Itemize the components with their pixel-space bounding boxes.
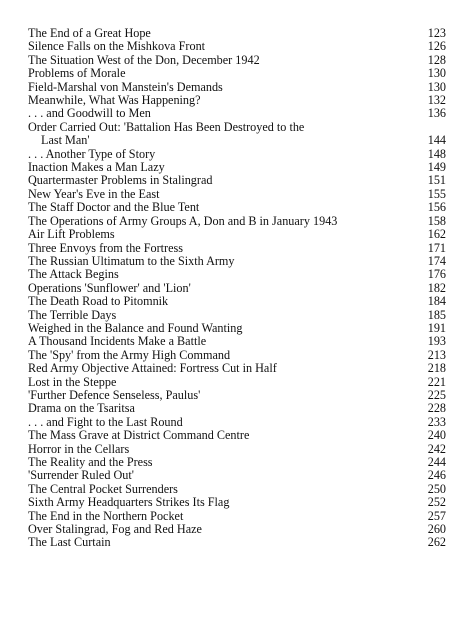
toc-entry-title: Problems of Morale bbox=[28, 66, 126, 81]
toc-entry-title: Over Stalingrad, Fog and Red Haze bbox=[28, 522, 202, 537]
toc-entry-page: 182 bbox=[427, 280, 446, 295]
toc-entry-page: 250 bbox=[427, 481, 446, 496]
toc-entry bbox=[28, 389, 446, 402]
toc-entry-page: 130 bbox=[427, 79, 446, 94]
toc-entry bbox=[28, 27, 446, 40]
toc-entry-title: The Last Curtain bbox=[28, 535, 111, 550]
toc-entry-title-line2: Last Man' bbox=[41, 133, 90, 148]
toc-entry-title: Weighed in the Balance and Found Wanting bbox=[28, 320, 243, 335]
toc-entry-page: 136 bbox=[427, 106, 446, 121]
toc-entry-title: . . . and Goodwill to Men bbox=[28, 106, 151, 121]
toc-entry-title: . . . Another Type of Story bbox=[28, 146, 156, 161]
toc-entry-title: The 'Spy' from the Army High Command bbox=[28, 347, 231, 362]
toc-entry-page: 144 bbox=[427, 133, 446, 148]
toc-entry-page: 244 bbox=[427, 455, 446, 469]
toc-entry bbox=[28, 456, 446, 469]
toc-entry-page: 213 bbox=[427, 347, 446, 362]
toc-entry bbox=[28, 40, 446, 53]
toc-entry bbox=[28, 443, 446, 456]
toc-entry-page: 225 bbox=[427, 387, 446, 402]
table-of-contents bbox=[28, 27, 446, 550]
toc-entry bbox=[28, 376, 446, 389]
toc-entry-title: The Mass Grave at District Command Centre bbox=[28, 428, 250, 443]
toc-entry-page: 149 bbox=[427, 160, 446, 175]
toc-entry bbox=[28, 429, 446, 442]
toc-entry-page: 123 bbox=[427, 26, 446, 40]
toc-entry-page: 126 bbox=[427, 39, 446, 54]
toc-entry-page: 148 bbox=[427, 146, 446, 161]
toc-entry-title-line1: Order Carried Out: 'Battalion Has Been Destroyed to the bbox=[28, 119, 305, 134]
toc-entry-title: A Thousand Incidents Make a Battle bbox=[28, 334, 207, 349]
toc-entry bbox=[28, 536, 446, 549]
toc-entry-title: New Year's Eve in the East bbox=[28, 186, 160, 201]
toc-entry-page: 240 bbox=[427, 428, 446, 443]
toc-entry-title: Inaction Makes a Man Lazy bbox=[28, 160, 165, 175]
toc-entry-title: Horror in the Cellars bbox=[28, 441, 130, 456]
toc-entry-page: 252 bbox=[427, 495, 446, 510]
toc-entry-title: The Death Road to Pitomnik bbox=[28, 294, 169, 309]
toc-entry-page: 185 bbox=[427, 307, 446, 322]
toc-entry bbox=[28, 510, 446, 523]
toc-entry bbox=[28, 107, 446, 120]
toc-entry-title: Quartermaster Problems in Stalingrad bbox=[28, 173, 213, 188]
toc-entry bbox=[28, 268, 446, 281]
toc-entry-title: The End in the Northern Pocket bbox=[28, 508, 184, 523]
toc-entry-page: 242 bbox=[427, 441, 446, 456]
toc-entry bbox=[28, 483, 446, 496]
toc-entry-page: 221 bbox=[427, 374, 446, 389]
toc-entry bbox=[28, 469, 446, 482]
toc-entry-title: The Situation West of the Don, December 1942 bbox=[28, 52, 260, 67]
toc-entry bbox=[28, 54, 446, 67]
toc-entry bbox=[28, 295, 446, 308]
toc-entry-title: The End of a Great Hope bbox=[28, 26, 151, 40]
toc-entry-page: 193 bbox=[427, 334, 446, 349]
toc-entry-title: The Staff Doctor and the Blue Tent bbox=[28, 200, 200, 215]
toc-entry-page: 262 bbox=[427, 535, 446, 550]
toc-entry-title: Drama on the Tsaritsa bbox=[28, 401, 135, 416]
toc-entry bbox=[28, 161, 446, 174]
toc-entry bbox=[28, 148, 446, 161]
toc-entry-page: 128 bbox=[427, 52, 446, 67]
toc-entry-title: Lost in the Steppe bbox=[28, 374, 117, 389]
toc-entry-page: 130 bbox=[427, 66, 446, 81]
toc-entry-title: Air Lift Problems bbox=[28, 227, 115, 242]
toc-entry-title: Silence Falls on the Mishkova Front bbox=[28, 39, 206, 54]
toc-entry-title: Field-Marshal von Manstein's Demands bbox=[28, 79, 223, 94]
toc-entry-page: 162 bbox=[427, 227, 446, 242]
toc-entry bbox=[28, 282, 446, 295]
toc-entry-title: 'Surrender Ruled Out' bbox=[28, 468, 134, 483]
toc-entry-title: The Russian Ultimatum to the Sixth Army bbox=[28, 253, 235, 268]
toc-entry-title: Operations 'Sunflower' and 'Lion' bbox=[28, 280, 191, 295]
toc-entry-title bbox=[28, 121, 416, 148]
toc-entry-title: 'Further Defence Senseless, Paulus' bbox=[28, 387, 201, 402]
toc-entry bbox=[28, 496, 446, 509]
toc-entry bbox=[28, 228, 446, 241]
toc-entry-title: The Central Pocket Surrenders bbox=[28, 481, 178, 496]
toc-entry bbox=[28, 215, 446, 228]
toc-entry bbox=[28, 322, 446, 335]
toc-entry bbox=[28, 67, 446, 80]
toc-entry bbox=[28, 188, 446, 201]
toc-entry-title: . . . and Fight to the Last Round bbox=[28, 414, 183, 429]
toc-entry bbox=[28, 349, 446, 362]
toc-entry-title: Sixth Army Headquarters Strikes Its Flag bbox=[28, 495, 230, 510]
toc-entry-title: The Operations of Army Groups A, Don and B in January 1943 bbox=[28, 213, 338, 228]
toc-entry-page: 132 bbox=[427, 93, 446, 108]
toc-entry bbox=[28, 81, 446, 94]
toc-entry-title: Three Envoys from the Fortress bbox=[28, 240, 184, 255]
toc-entry-page: 191 bbox=[427, 320, 446, 335]
toc-entry-page: 260 bbox=[427, 522, 446, 537]
toc-entry bbox=[28, 94, 446, 107]
toc-entry-page: 155 bbox=[427, 186, 446, 201]
toc-entry bbox=[28, 121, 446, 148]
toc-entry-page: 218 bbox=[427, 361, 446, 376]
toc-entry-page: 246 bbox=[427, 468, 446, 483]
toc-entry bbox=[28, 416, 446, 429]
toc-entry bbox=[28, 242, 446, 255]
toc-entry-title: The Terrible Days bbox=[28, 307, 117, 322]
toc-entry-title: Red Army Objective Attained: Fortress Cut in Half bbox=[28, 361, 277, 376]
toc-entry bbox=[28, 523, 446, 536]
toc-entry-page: 151 bbox=[427, 173, 446, 188]
toc-entry-page: 171 bbox=[427, 240, 446, 255]
toc-entry-page: 233 bbox=[427, 414, 446, 429]
toc-entry-title: The Attack Begins bbox=[28, 267, 119, 282]
toc-entry-page: 176 bbox=[427, 267, 446, 282]
toc-entry bbox=[28, 309, 446, 322]
toc-entry-page: 174 bbox=[427, 253, 446, 268]
toc-entry-page: 156 bbox=[427, 200, 446, 215]
toc-entry bbox=[28, 201, 446, 214]
toc-entry bbox=[28, 255, 446, 268]
toc-entry-page: 257 bbox=[427, 508, 446, 523]
toc-entry-page: 184 bbox=[427, 294, 446, 309]
toc-entry bbox=[28, 335, 446, 348]
toc-entry bbox=[28, 402, 446, 415]
toc-entry bbox=[28, 174, 446, 187]
toc-entry-page: 228 bbox=[427, 401, 446, 416]
toc-entry-page: 158 bbox=[427, 213, 446, 228]
toc-entry bbox=[28, 362, 446, 375]
toc-entry-title: The Reality and the Press bbox=[28, 455, 153, 469]
toc-entry-title: Meanwhile, What Was Happening? bbox=[28, 93, 201, 108]
